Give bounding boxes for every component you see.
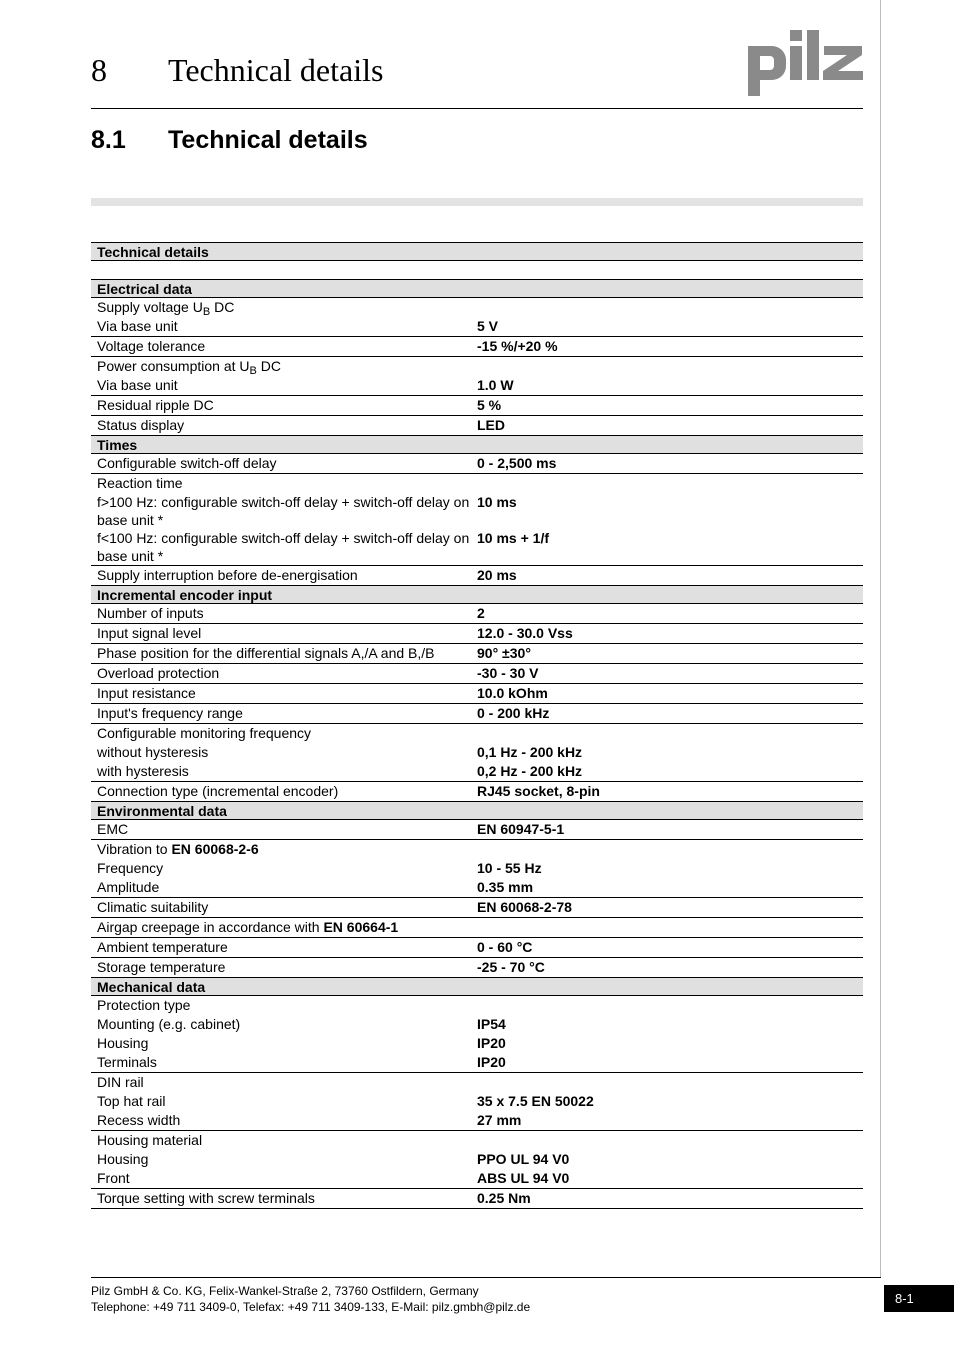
table-row: Top hat rail 35 x 7.5 EN 50022 (97, 1093, 594, 1109)
group-header-electrical: Electrical data (91, 279, 863, 298)
section-number: 8.1 (91, 126, 126, 154)
table-row: Configurable monitoring frequency (97, 725, 312, 741)
table-row: Protection type (97, 997, 191, 1013)
table-row: Configurable switch-off delay 0 - 2,500 ms (91, 454, 863, 474)
table-row: Connection type (incremental encoder) RJ45 socket, 8-pin (97, 783, 600, 799)
table-row: Storage temperature -25 - 70 °C (97, 959, 545, 975)
group-header-mechanical: Mechanical data (91, 977, 863, 996)
table-row: Climatic suitability EN 60068-2-78 (91, 898, 863, 918)
table-row: Status display LED (97, 417, 505, 433)
table-row: Via base unit 5 V (91, 317, 863, 337)
right-margin-rule (880, 0, 881, 1278)
table-row: Ambient temperature 0 - 60 °C (91, 938, 863, 958)
table-row: Overload protection -30 - 30 V (91, 664, 863, 684)
table-row: Input signal level 12.0 - 30.0 Vss (91, 624, 863, 644)
group-header-encoder: Incremental encoder input (91, 585, 863, 604)
section-divider-bar (91, 198, 863, 206)
header-rule (91, 108, 863, 109)
table-title-row: Technical details (91, 242, 863, 261)
footer-line-2: Telephone: +49 711 3409-0, Telefax: +49 711 3409-133, E-Mail: pilz.gmbh@pilz.de (91, 1300, 531, 1314)
table-row: Torque setting with screw terminals 0.25 Nm (91, 1189, 863, 1209)
section-heading (91, 124, 368, 156)
table-row: Recess width 27 mm (91, 1111, 863, 1131)
table-row: Vibration to EN 60068-2-6 (97, 841, 259, 857)
table-row: DIN rail (97, 1074, 144, 1090)
group-header-times: Times (91, 435, 863, 454)
table-row: Input's frequency range 0 - 200 kHz (91, 704, 863, 724)
table-row: Input resistance 10.0 kOhm (91, 684, 863, 704)
footer-line-1: Pilz GmbH & Co. KG, Felix-Wankel-Straße 2, 73760 Ostfildern, Germany (91, 1284, 479, 1298)
table-row: Front ABS UL 94 V0 (91, 1169, 863, 1189)
technical-details-table (91, 242, 863, 1209)
table-row: Supply voltage $U_B$ DC (97, 299, 235, 318)
table-row: Frequency 10 - 55 Hz (97, 860, 542, 876)
table-row: Number of inputs 2 (91, 604, 863, 624)
table-row: Housing IP20 (97, 1035, 506, 1051)
table-row: Housing material (97, 1132, 203, 1148)
table-row: f<100 Hz: configurable switch-off delay + switch-off delay on base unit * 10 ms + 1/f (91, 529, 863, 566)
table-row: Reaction time (97, 475, 183, 491)
page-number: 8-1 (884, 1285, 954, 1312)
table-row: Supply interruption before de-energisation 20 ms (97, 567, 517, 583)
table-row: f>100 Hz: configurable switch-off delay + switch-off delay on base unit * 10 ms (97, 494, 517, 528)
table-row: Residual ripple DC 5 % (91, 396, 863, 416)
table-row: Via base unit 1.0 W (91, 376, 863, 396)
chapter-number: 8 (91, 52, 107, 88)
chapter-title: Technical details (168, 52, 384, 88)
table-row: Airgap creepage in accordance with EN 60664-1 (91, 918, 863, 938)
table-row: with hysteresis 0,2 Hz - 200 kHz (91, 762, 863, 782)
table-row: EMC EN 60947-5-1 (91, 820, 863, 840)
footer-address (91, 1283, 530, 1315)
table-row: Amplitude 0.35 mm (91, 878, 863, 898)
footer-rule (91, 1277, 881, 1278)
table-row: Housing PPO UL 94 V0 (97, 1151, 570, 1167)
table-row: Voltage tolerance -15 %/+20 % (91, 337, 863, 357)
pilz-logo (744, 24, 868, 96)
table-row: Mounting (e.g. cabinet) IP54 (97, 1016, 506, 1032)
table-row: Terminals IP20 (91, 1053, 863, 1073)
section-title: Technical details (168, 126, 368, 154)
table-row: Power consumption at $U_B$ DC (97, 358, 281, 377)
table-row: without hysteresis 0,1 Hz - 200 kHz (97, 744, 583, 760)
table-row: Phase position for the differential signals A,/A and B,/B 90° ±30° (91, 644, 863, 664)
chapter-heading (91, 50, 383, 90)
group-header-environmental: Environmental data (91, 801, 863, 820)
